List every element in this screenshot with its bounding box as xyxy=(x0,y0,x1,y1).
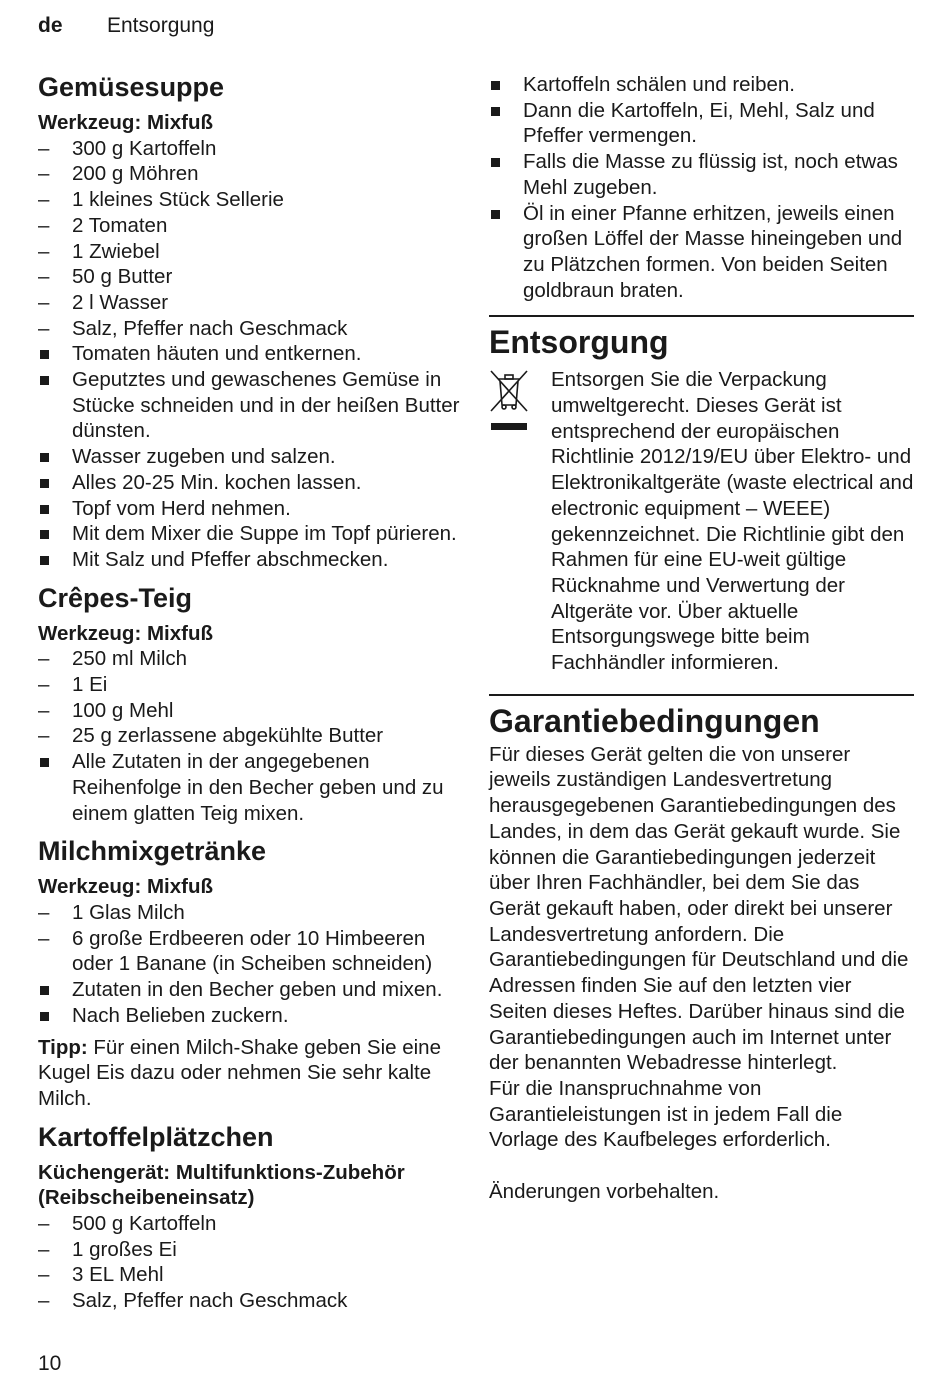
ingredient-item: – 300 g Kartoffeln xyxy=(38,136,463,162)
step-item: Zutaten in den Becher geben und mixen. xyxy=(38,977,463,1003)
recipe-tool: Werkzeug: Mixfuß xyxy=(38,621,214,645)
ingredient-list xyxy=(38,646,463,749)
ingredient-item: – 1 Glas Milch xyxy=(38,900,463,926)
step-item: Nach Belieben zuckern. xyxy=(38,1003,463,1029)
step-list xyxy=(489,72,914,303)
ingredient-item: – 1 Ei xyxy=(38,672,463,698)
ingredient-item: – 3 EL Mehl xyxy=(38,1262,463,1288)
ingredient-item: – 250 ml Milch xyxy=(38,646,463,672)
tip-label: Tipp: xyxy=(38,1035,88,1059)
step-list xyxy=(38,749,463,826)
recipe-title: Gemüsesuppe xyxy=(38,72,225,102)
ingredient-item: – 100 g Mehl xyxy=(38,698,463,724)
recipe-title: Kartoffelplätzchen xyxy=(38,1121,274,1152)
step-item: Tomaten häuten und entkernen. xyxy=(38,341,463,367)
ingredient-item: – 6 große Erdbeeren oder 10 Himbeeren oder 1 Banane (in Scheiben schneiden) xyxy=(38,926,463,977)
step-item: Alles 20-25 Min. kochen lassen. xyxy=(38,470,463,496)
ingredient-item: – 2 Tomaten xyxy=(38,213,463,239)
ingredient-item: – Salz, Pfeffer nach Geschmack xyxy=(38,316,463,342)
recipe-title: Milchmixgetränke xyxy=(38,836,267,867)
disposal-section xyxy=(489,315,914,675)
recipe-tool: Werkzeug: Mixfuß xyxy=(38,111,214,134)
recipe-kartoffelplaetzchen xyxy=(38,1120,463,1314)
step-list xyxy=(38,341,463,572)
step-item: Dann die Kartoffeln, Ei, Mehl, Salz und Pfeffer vermengen. xyxy=(489,98,914,149)
step-item: Wasser zugeben und salzen. xyxy=(38,444,463,470)
ingredient-item: – Salz, Pfeffer nach Geschmack xyxy=(38,1288,463,1314)
page-header xyxy=(38,14,215,38)
ingredient-item: – 200 g Möhren xyxy=(38,161,463,187)
step-item: Öl in einer Pfanne erhitzen, jeweils einen großen Löffel der Masse hineingeben und zu Plätzchen formen. Von beiden Seiten goldbraun braten. xyxy=(489,201,914,304)
step-item: Alle Zutaten in der angegebenen Reihenfolge in den Becher geben und zu einem glatten Teig mixen. xyxy=(38,749,463,826)
right-column xyxy=(489,72,914,1204)
ingredient-item: – 1 großes Ei xyxy=(38,1237,463,1263)
warranty-paragraph: Für dieses Gerät gelten die von unserer jeweils zuständigen Landesvertretung herausgegebenen Garantiebedingungen des Landes, in dem das Gerät gekauft wurde. Sie können die Garantiebedingungen jederzeit über Ihren Fachhändler, bei dem Sie das Gerät gekauft haben, oder direkt bei unserer Landesvertretung anfordern. Die Garantiebedingungen für Deutschland und die Adressen finden Sie auf den letzten vier Seiten dieses Heftes. Darüber hinaus sind die Garantiebedingungen auch im Internet unter der benannten Webadresse hinterlegt. xyxy=(489,742,909,1075)
step-list xyxy=(38,977,463,1028)
recipe-gemuesesuppe xyxy=(38,70,463,573)
recipe-tool: Werkzeug: Mixfuß xyxy=(38,875,214,899)
ingredient-list xyxy=(38,1211,463,1314)
tip-paragraph xyxy=(38,1035,463,1112)
left-column xyxy=(38,70,463,1322)
language-code: de xyxy=(38,14,63,37)
section-title: Entsorgung xyxy=(489,324,669,361)
ingredient-item: – 1 kleines Stück Sellerie xyxy=(38,187,463,213)
ingredient-list xyxy=(38,136,463,342)
warranty-paragraph: Für die Inanspruchnahme von Garantieleistungen ist in jedem Fall die Vorlage des Kaufbeleges erforderlich. xyxy=(489,1076,843,1152)
recipe-milchmix xyxy=(38,834,463,1111)
step-item: Geputztes und gewaschenes Gemüse in Stücke schneiden und in der heißen Butter dünsten. xyxy=(38,367,463,444)
tip-text: Für einen Milch-Shake geben Sie eine Kugel Eis dazu oder nehmen Sie sehr kalte Milch. xyxy=(38,1035,441,1110)
page-number: 10 xyxy=(38,1352,62,1375)
step-item: Kartoffeln schälen und reiben. xyxy=(489,72,914,98)
step-item: Mit Salz und Pfeffer abschmecken. xyxy=(38,547,463,573)
disposal-text: Entsorgen Sie die Verpackung umweltgerecht. Dieses Gerät ist entsprechend der europäischen Richtlinie 2012/19/EU über Elektro- und Elektronikaltgeräte (waste electrical and electronic equipment – WEEE) gekennzeichnet. Die Richtlinie gibt den Rahmen für eine EU-weit gültige Rücknahme und Verwertung der Altgeräte vor. Über aktuelle Entsorgungswege bitte beim Fachhändler informieren. xyxy=(551,368,914,675)
ingredient-item: – 25 g zerlassene abgekühlte Butter xyxy=(38,723,463,749)
ingredient-item: – 500 g Kartoffeln xyxy=(38,1211,463,1237)
section-title: Garantiebedingungen xyxy=(489,702,820,739)
step-item: Falls die Masse zu flüssig ist, noch etwas Mehl zugeben. xyxy=(489,149,914,200)
ingredient-item: – 1 Zwiebel xyxy=(38,239,463,265)
step-item: Topf vom Herd nehmen. xyxy=(38,496,463,522)
header-title: Entsorgung xyxy=(107,14,215,37)
step-item: Mit dem Mixer die Suppe im Topf pürieren. xyxy=(38,521,463,547)
ingredient-item: – 2 l Wasser xyxy=(38,290,463,316)
disposal-block xyxy=(489,367,914,675)
warranty-note: Änderungen vorbehalten. xyxy=(489,1179,720,1203)
ingredient-list xyxy=(38,900,463,977)
recipe-title: Crêpes-Teig xyxy=(38,582,193,613)
warranty-section xyxy=(489,694,914,1205)
recipe-tool: Küchengerät: Multifunktions-Zubehör (Reibscheibeneinsatz) xyxy=(38,1160,405,1210)
weee-crossed-bin-icon xyxy=(489,367,531,675)
recipe-crepes xyxy=(38,581,463,827)
ingredient-item: – 50 g Butter xyxy=(38,264,463,290)
